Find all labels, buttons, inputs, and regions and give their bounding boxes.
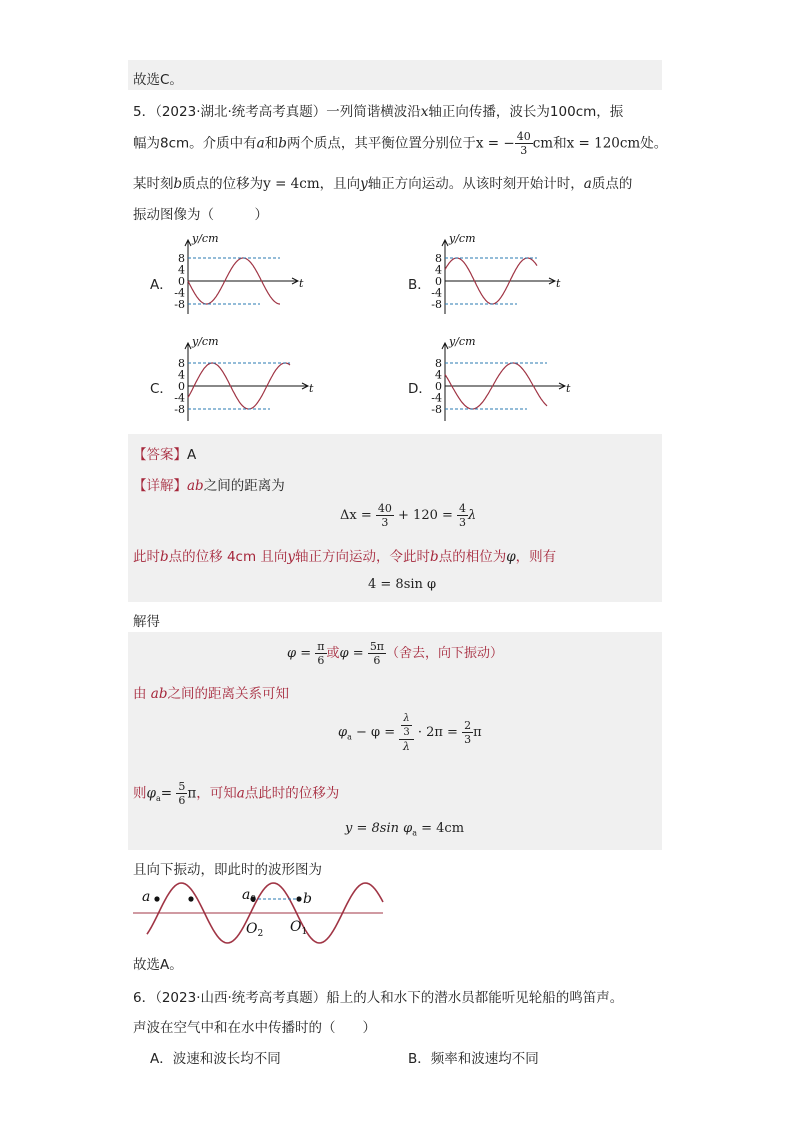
eq1-mid: + 120 = <box>398 508 453 523</box>
tick-label: -8 <box>431 298 442 311</box>
tick-label: -4 <box>174 391 185 405</box>
tick-label: 4 <box>178 368 185 382</box>
d2e: b <box>430 549 439 565</box>
answer-label: 【答案】 <box>133 447 187 463</box>
q5-l3a: 某时刻 <box>133 176 174 192</box>
q6-option-a[interactable]: A．波速和波长均不同 <box>150 1051 281 1067</box>
d2d: 轴正方向运动，令此时 <box>295 549 431 565</box>
q5-l2b: 和 <box>264 135 279 152</box>
y-axis-label: y/cm <box>192 335 219 348</box>
label-a0-main: a <box>242 887 251 903</box>
option-b-graph <box>425 228 565 320</box>
d4a: 由 <box>133 686 147 702</box>
label-o1 <box>290 919 307 937</box>
option-b-label: B． <box>408 277 431 293</box>
d4ab: ab <box>150 686 168 702</box>
d5-frac <box>176 780 187 807</box>
tick-label: -4 <box>431 391 442 405</box>
eq4-end: π <box>473 725 482 740</box>
option-c-graph <box>168 331 318 427</box>
eq3-or: 或 <box>326 646 340 661</box>
d2f: 点的相位为 <box>438 549 507 565</box>
label-a0-sub: 0 <box>250 895 257 905</box>
d5a: 则 <box>133 785 147 802</box>
d5c: 点此时的位移为 <box>244 785 340 802</box>
y-axis-label: y/cm <box>449 232 476 245</box>
q5-frac-num: 40 <box>516 130 531 143</box>
eq4-n: 2 <box>464 719 472 732</box>
label-b: b <box>303 891 312 907</box>
eq1-end: λ <box>468 508 477 523</box>
d2c: 点的位移 4cm 且向 <box>168 549 288 565</box>
q5-b: b <box>278 135 287 152</box>
shaded-block-top <box>128 60 662 90</box>
d2y: y <box>287 549 296 565</box>
tick-label: 8 <box>178 252 185 265</box>
q6-line1-text: 船上的人和水下的潜水员都能听见轮船的鸣笛声。 <box>326 990 624 1006</box>
eq1-frac1 <box>376 502 394 529</box>
d5pi: π <box>187 785 197 802</box>
eq1-frac2 <box>457 502 468 529</box>
eq3-d2: 6 <box>373 654 381 667</box>
eq4-num-block <box>399 712 413 740</box>
detail-line2 <box>133 545 556 565</box>
t-axis-label: t <box>299 277 304 290</box>
eq3-frac2 <box>368 640 386 667</box>
q5-frac <box>515 130 533 157</box>
answer-value: A <box>187 447 197 463</box>
d2phi: φ <box>506 549 516 565</box>
q5-l3c: ，且向 <box>319 176 361 192</box>
q5-line3 <box>133 172 632 192</box>
q6-line1 <box>133 986 623 1006</box>
d5sub: a <box>155 794 161 804</box>
eq1-den2: 3 <box>459 516 467 529</box>
detail-line6: 且向下振动，即此时的波形图为 <box>133 862 322 878</box>
tick-label: -4 <box>431 286 442 300</box>
q5-number: 5． <box>133 104 156 120</box>
eq1-den: 3 <box>381 516 389 529</box>
q6-source: （2023·山西·统考高考真题） <box>155 990 327 1006</box>
eq4-frac-outer <box>399 712 413 753</box>
equation-1 <box>340 502 476 529</box>
detail-conclusion: 故选A。 <box>133 957 183 973</box>
d5eq: = <box>160 785 173 802</box>
d5d: 6 <box>178 794 186 807</box>
equation-2: 4 = 8sin φ <box>368 577 437 592</box>
d2b: b <box>160 549 169 565</box>
q5-a2: a <box>583 176 592 192</box>
tick-label: 4 <box>435 368 442 382</box>
eq3-d1: 6 <box>317 654 325 667</box>
eq4-rest: · 2π = <box>417 725 458 740</box>
option-a-label: A． <box>150 277 173 293</box>
eq4-mid: − φ = <box>356 725 396 740</box>
q6-number: 6． <box>133 990 156 1006</box>
eq3-frac1 <box>315 640 326 667</box>
option-c-label: C． <box>150 381 173 397</box>
label-o2-main: O <box>246 921 258 937</box>
tick-label: 0 <box>435 275 442 288</box>
eq3-b: φ = <box>339 646 364 661</box>
q5-line1 <box>133 100 623 120</box>
answer-line <box>133 443 196 463</box>
q5-l2c: 两个质点，其平衡位置分别位于 <box>286 135 476 152</box>
detail-line1 <box>133 474 285 494</box>
equation-3 <box>287 640 503 667</box>
q5-line4: 振动图像为（ ） <box>133 207 268 223</box>
option-d-graph <box>425 331 575 427</box>
q5-a: a <box>256 135 265 152</box>
d5b: ，可知 <box>196 785 237 802</box>
equation-5 <box>345 821 464 838</box>
eq1-lhs: Δx = <box>340 508 372 523</box>
tick-label: 8 <box>435 357 442 370</box>
t-axis-label: t <box>566 382 571 395</box>
option-d-label: D． <box>408 381 432 397</box>
eq5-end: = 4cm <box>421 821 465 836</box>
q5-frac-den: 3 <box>520 144 528 157</box>
tick-label: -4 <box>174 286 185 300</box>
eq3-a: φ = <box>287 646 312 661</box>
eq5: y = 8sin φ <box>345 821 413 836</box>
label-o1-main: O <box>290 919 302 935</box>
y-axis-label: y/cm <box>192 232 219 245</box>
q5-l3e: 质点的 <box>591 176 633 192</box>
q5-b2: b <box>173 176 183 192</box>
d5phi: φ <box>146 785 156 802</box>
dot-a <box>154 896 159 901</box>
q5-pos-unit: cm和 <box>532 135 567 152</box>
tick-label: 0 <box>435 380 442 393</box>
tick-label: 4 <box>435 263 442 277</box>
q5-pos-a: x = − <box>475 135 515 152</box>
tick-label: -8 <box>431 403 442 416</box>
eq4-den: λ <box>403 740 410 753</box>
detail-line4 <box>133 682 289 702</box>
t-axis-label: t <box>556 277 561 290</box>
tick-label: 8 <box>435 252 442 265</box>
q5-source: （2023·湖北·统考高考真题） <box>155 104 327 120</box>
q5-yeq: y = 4cm <box>263 176 320 192</box>
eq4-num-bot: 3 <box>403 727 410 738</box>
q5-x: x <box>420 104 429 120</box>
eq1-num2: 4 <box>459 502 467 515</box>
tick-label: 4 <box>178 263 185 277</box>
detail-ab: ab <box>187 478 204 494</box>
q5-text: 一列简谐横波沿 <box>326 104 421 120</box>
eq4-d: 3 <box>464 733 472 746</box>
q5-l3b: 质点的位移为 <box>182 176 264 192</box>
tick-label: 8 <box>178 357 185 370</box>
eq4-lhs: φ <box>338 725 348 740</box>
tick-label: -8 <box>174 298 185 311</box>
label-o1-sub: 1 <box>301 927 308 937</box>
eq4-sub: a <box>347 732 352 742</box>
q5-y: y <box>360 176 368 192</box>
tick-label: 0 <box>178 275 185 288</box>
q5-pos-b: x = 120cm处。 <box>566 135 668 152</box>
d2a: 此时 <box>133 549 160 565</box>
solve-label: 解得 <box>133 614 160 630</box>
eq5-sub: a <box>412 828 417 838</box>
eq3-n2: 5π <box>369 640 385 653</box>
eq4-frac2 <box>462 719 473 746</box>
label-a0 <box>242 887 256 905</box>
prev-conclusion: 故选C。 <box>133 72 183 88</box>
eq4-inner-frac <box>401 712 411 739</box>
eq3-n1: π <box>317 640 325 653</box>
q5-l2a: 幅为8cm。介质中有 <box>133 135 257 152</box>
eq3-note: （舍去，向下振动） <box>386 646 504 661</box>
dot-b <box>296 896 301 901</box>
q5-line2 <box>133 130 667 157</box>
label-a: a <box>142 889 151 905</box>
option-a-graph <box>168 228 308 320</box>
label-o2 <box>246 921 263 939</box>
equation-4 <box>338 712 482 753</box>
label-o2-sub: 2 <box>257 929 264 939</box>
eq4-num-top: λ <box>401 712 411 726</box>
y-axis-label: y/cm <box>449 335 476 348</box>
detail-label: 【详解】 <box>133 478 187 494</box>
q5-text2: 轴正向传播，波长为100cm，振 <box>428 104 624 120</box>
d2g: ，则有 <box>515 549 557 565</box>
q6-option-b[interactable]: B．频率和波速均不同 <box>408 1051 539 1067</box>
q6-line2: 声波在空气中和在水中传播时的（ ） <box>133 1020 376 1036</box>
tick-label: -8 <box>174 403 185 416</box>
wave-diagram <box>133 875 385 947</box>
q5-l3d: 轴正方向运动。从该时刻开始计时， <box>367 176 584 192</box>
detail-intro: 之间的距离为 <box>203 478 285 494</box>
tick-label: 0 <box>178 380 185 393</box>
d5n: 5 <box>178 780 186 793</box>
d5a2: a <box>236 785 245 802</box>
t-axis-label: t <box>309 382 314 395</box>
eq1-num: 40 <box>377 502 392 515</box>
dot-2 <box>188 896 193 901</box>
d4b: 之间的距离关系可知 <box>167 686 289 702</box>
detail-line5 <box>133 780 339 807</box>
